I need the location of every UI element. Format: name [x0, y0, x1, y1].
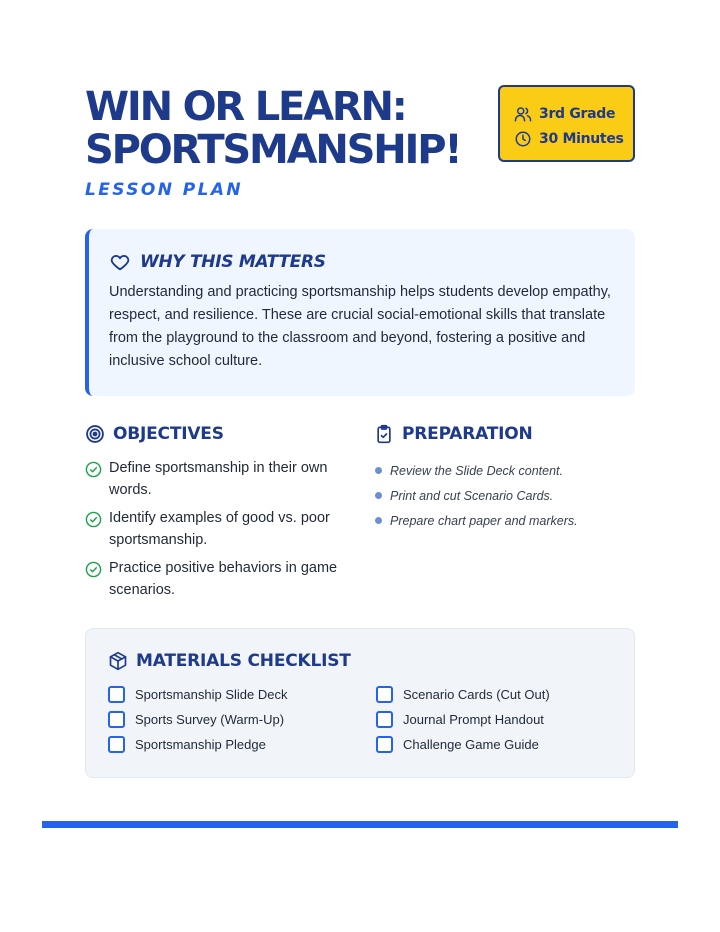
list-item[interactable] — [108, 735, 376, 754]
why-heading-row — [109, 251, 615, 273]
list-item — [374, 458, 636, 483]
why-this-matters-box — [85, 229, 635, 396]
bullet-dot — [375, 492, 382, 499]
materials-list — [108, 685, 634, 754]
list-item[interactable] — [108, 685, 376, 704]
preparation-list — [374, 458, 636, 533]
prep-text: Prepare chart paper and markers. — [390, 513, 578, 528]
preparation-heading-row — [374, 424, 636, 444]
objectives-heading: OBJECTIVES — [113, 424, 224, 444]
material-label: Sportsmanship Pledge — [135, 737, 266, 752]
list-item[interactable] — [376, 710, 626, 729]
objective-text: Identify examples of good vs. poor sportsmanship. — [109, 510, 330, 548]
why-heading: WHY THIS MATTERS — [140, 252, 326, 272]
material-label: Journal Prompt Handout — [403, 712, 544, 727]
checkbox[interactable] — [376, 686, 393, 703]
materials-checklist-box — [85, 628, 635, 778]
checkbox[interactable] — [376, 736, 393, 753]
list-item — [85, 558, 355, 601]
list-item[interactable] — [376, 685, 626, 704]
objectives-heading-row — [85, 424, 355, 444]
duration-row — [514, 126, 633, 151]
checkbox[interactable] — [108, 711, 125, 728]
grade-label: 3rd Grade — [539, 105, 616, 122]
prep-text: Print and cut Scenario Cards. — [390, 488, 554, 503]
preparation-heading: PREPARATION — [402, 424, 533, 444]
users-icon — [514, 105, 532, 123]
bullet-dot — [375, 517, 382, 524]
list-item — [85, 508, 355, 551]
page-subtitle: LESSON PLAN — [85, 180, 244, 200]
prep-text: Review the Slide Deck content. — [390, 463, 564, 478]
material-label: Sports Survey (Warm-Up) — [135, 712, 285, 727]
clipboard-check-icon — [374, 424, 394, 444]
objective-text: Practice positive behaviors in game scenarios. — [109, 560, 338, 598]
title-line-1: WIN OR LEARN: — [85, 84, 406, 130]
objectives-list — [85, 458, 355, 601]
list-item — [374, 483, 636, 508]
materials-heading: MATERIALS CHECKLIST — [136, 651, 351, 671]
footer-divider — [42, 821, 678, 828]
material-label: Challenge Game Guide — [403, 737, 539, 752]
duration-label: 30 Minutes — [539, 130, 624, 147]
check-circle-icon — [85, 511, 102, 528]
check-circle-icon — [85, 561, 102, 578]
why-text: Understanding and practicing sportsmanship helps students develop empathy, respect, and resilience. These are crucial social-emotional skills that translate from the playground to the classroom and beyond, fostering a positive and inclusive school culture. — [109, 284, 611, 369]
checkbox[interactable] — [108, 736, 125, 753]
bullet-dot — [375, 467, 382, 474]
objectives-section — [85, 424, 355, 608]
checkbox[interactable] — [376, 711, 393, 728]
grade-duration-badge — [498, 85, 635, 162]
package-icon — [108, 651, 128, 671]
material-label: Sportsmanship Slide Deck — [135, 687, 288, 702]
heart-icon — [109, 251, 131, 273]
objective-text: Define sportsmanship in their own words. — [109, 460, 328, 498]
list-item[interactable] — [376, 735, 626, 754]
preparation-section — [374, 424, 636, 533]
clock-icon — [514, 130, 532, 148]
materials-heading-row — [108, 651, 634, 671]
target-icon — [85, 424, 105, 444]
list-item — [85, 458, 355, 501]
check-circle-icon — [85, 461, 102, 478]
list-item[interactable] — [108, 710, 376, 729]
checkbox[interactable] — [108, 686, 125, 703]
material-label: Scenario Cards (Cut Out) — [403, 687, 550, 702]
title-line-2: SPORTSMANSHIP! — [85, 127, 461, 173]
list-item — [374, 508, 636, 533]
grade-row — [514, 101, 633, 126]
